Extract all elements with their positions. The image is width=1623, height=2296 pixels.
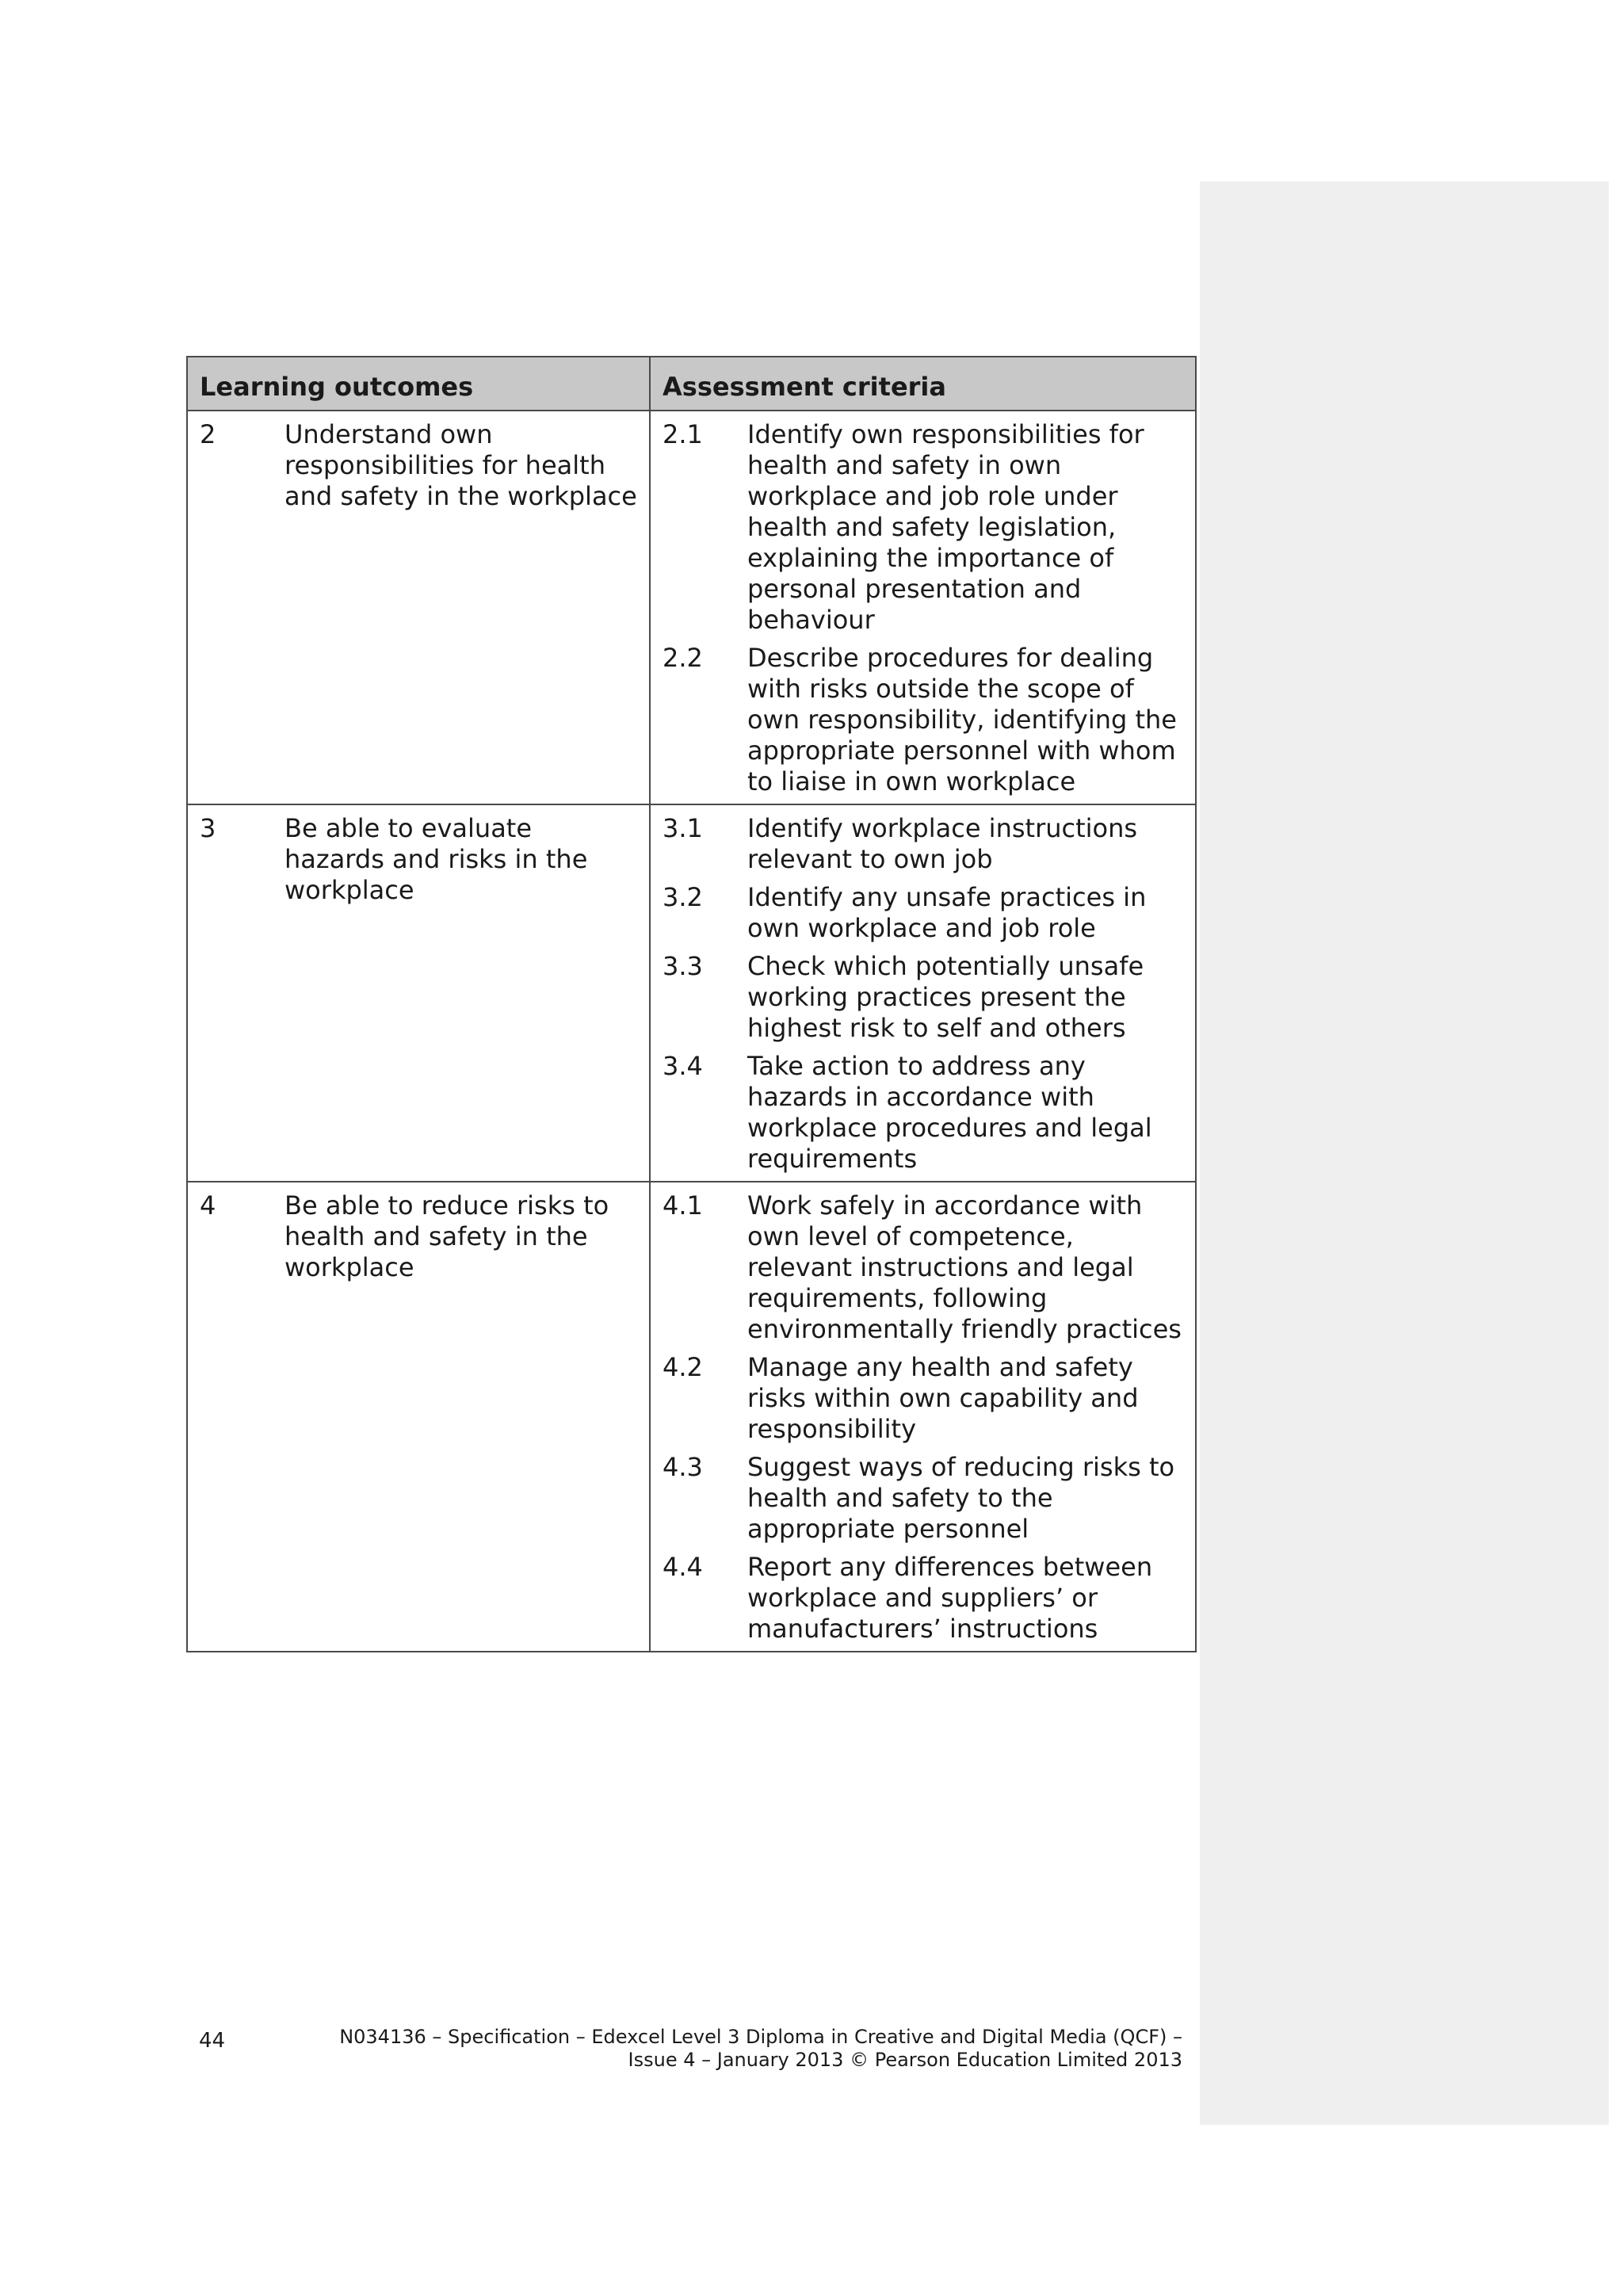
criterion-text: Describe procedures for dealing with risks outside the scope of own responsibility, identifying the appropriate personnel with whom to liaise in own workplace [747,643,1177,797]
criterion-number: 4.3 [663,1452,703,1482]
table-header-row [187,357,1196,411]
criterion-item [663,1452,1183,1545]
criterion-item [663,1051,1183,1175]
criterion-number: 3.1 [663,813,703,843]
page-number: 44 [199,2029,226,2053]
criterion-text: Manage any health and safety risks within own capability and responsibility [747,1352,1139,1444]
criterion-item [663,1352,1183,1445]
learning-outcome-cell [187,411,650,804]
outcome-text: Understand own responsibilities for health and safety in the workplace [285,419,637,511]
criterion-number: 3.4 [663,1051,703,1081]
outcome-text: Be able to evaluate hazards and risks in the workplace [285,813,588,905]
criterion-item [663,951,1183,1044]
criterion-number: 2.2 [663,643,703,673]
criterion-item [663,882,1183,944]
table-row [187,1182,1196,1652]
criterion-number: 2.1 [663,419,703,449]
footer-line-1: N034136 – Specification – Edexcel Level 3 Diploma in Creative and Digital Media (QCF) – [339,2026,1182,2048]
learning-outcome-cell [187,804,650,1182]
criterion-number: 3.3 [663,951,703,981]
outcome-number: 3 [200,813,216,843]
side-margin-panel [1200,181,1609,2125]
criterion-text: Report any differences between workplace and suppliers’ or manufacturers’ instructions [747,1552,1153,1644]
criterion-text: Suggest ways of reducing risks to health and safety to the appropriate personnel [747,1452,1175,1544]
criterion-item [663,1552,1183,1645]
criterion-text: Check which potentially unsafe working practices present the highest risk to self and others [747,951,1144,1043]
criterion-text: Work safely in accordance with own level of competence, relevant instructions and legal requirements, following environmentally friendly practices [747,1190,1182,1344]
criterion-number: 4.4 [663,1552,703,1582]
assessment-criteria-cell [650,804,1196,1182]
criterion-text: Take action to address any hazards in accordance with workplace procedures and legal requirements [747,1051,1152,1174]
criterion-number: 3.2 [663,882,703,912]
assessment-criteria-cell [650,411,1196,804]
criterion-text: Identify any unsafe practices in own workplace and job role [747,882,1147,943]
criterion-text: Identify own responsibilities for health and safety in own workplace and job role under health and safety legislation, explaining the importance of personal presentation and behaviour [747,419,1144,635]
learning-outcomes-table [186,356,1197,1652]
header-assessment-criteria: Assessment criteria [650,357,1196,411]
criterion-number: 4.1 [663,1190,703,1221]
footer-line-2: Issue 4 – January 2013 © Pearson Education Limited 2013 [628,2049,1182,2071]
table-row [187,804,1196,1182]
criterion-item [663,643,1183,797]
criterion-item [663,1190,1183,1345]
table-row [187,411,1196,804]
header-learning-outcomes: Learning outcomes [187,357,650,411]
criterion-text: Identify workplace instructions relevant to own job [747,813,1138,874]
assessment-criteria-cell [650,1182,1196,1652]
criterion-item [663,419,1183,636]
learning-outcome-cell [187,1182,650,1652]
outcome-text: Be able to reduce risks to health and safety in the workplace [285,1190,609,1282]
criterion-item [663,813,1183,875]
outcome-number: 2 [200,419,216,449]
page-footer [231,2026,1182,2072]
criterion-number: 4.2 [663,1352,703,1382]
outcome-number: 4 [200,1190,216,1221]
